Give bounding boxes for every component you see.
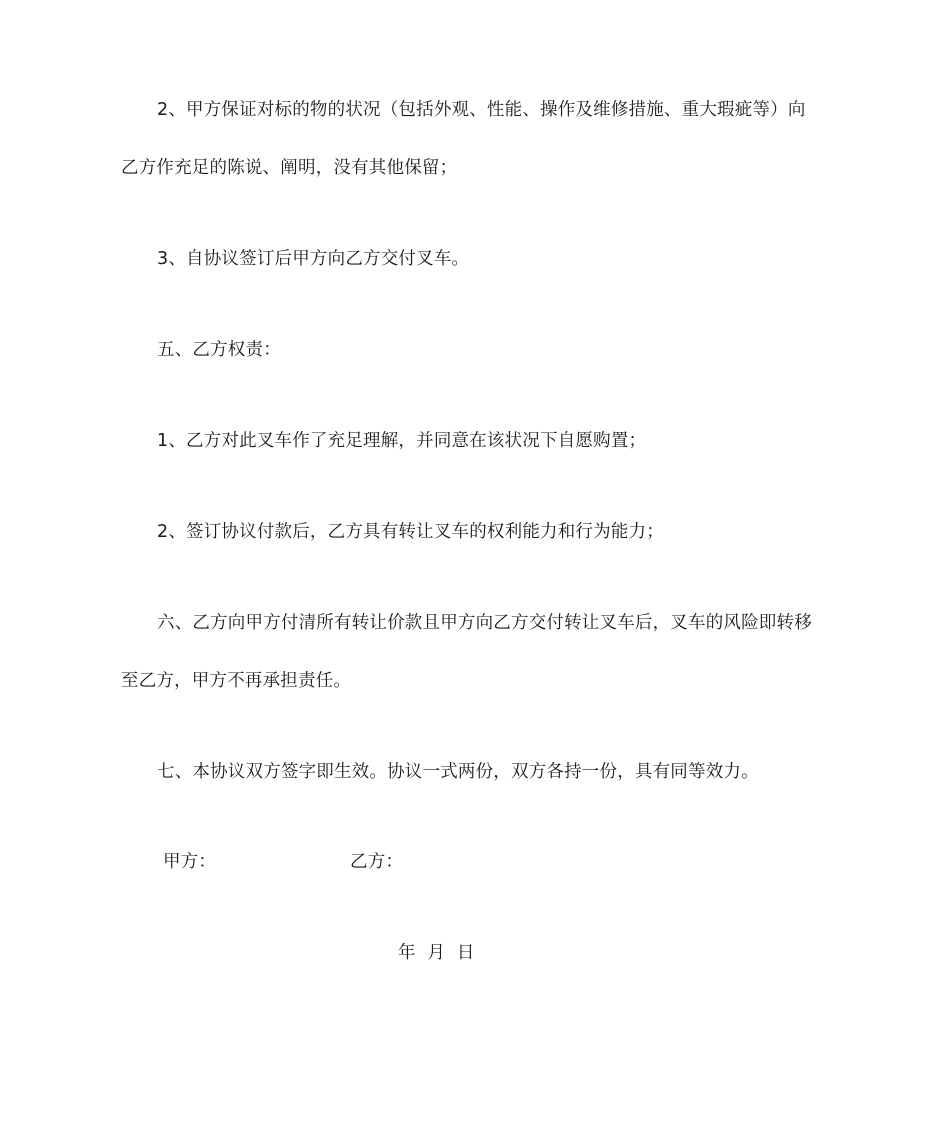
section-7: 七、本协议双方签字即生效。协议一式两份，双方各持一份，具有同等效力。 [157, 762, 759, 782]
clause-4-2-line-2: 乙方作充足的陈说、阐明，没有其他保留； [121, 158, 458, 178]
date-line: 年 月 日 [398, 943, 475, 963]
section-5-heading: 五、乙方权责： [157, 340, 281, 360]
party-b-signature-label: 乙方： [350, 852, 404, 872]
clause-5-2: 2、签订协议付款后，乙方具有转让叉车的权利能力和行为能力； [157, 522, 664, 542]
section-6-line-1: 六、乙方向甲方付清所有转让价款且甲方向乙方交付转让叉车后，叉车的风险即转移 [157, 613, 812, 633]
clause-4-2-line-1: 2、甲方保证对标的物的状况（包括外观、性能、操作及维修措施、重大瑕疵等）向 [157, 100, 806, 120]
section-6-line-2: 至乙方，甲方不再承担责任。 [121, 671, 352, 691]
clause-5-1: 1、乙方对此叉车作了充足理解，并同意在该状况下自愿购置； [157, 431, 647, 451]
party-a-signature-label: 甲方： [163, 852, 217, 872]
clause-4-3: 3、自协议签订后甲方向乙方交付叉车。 [157, 249, 470, 269]
